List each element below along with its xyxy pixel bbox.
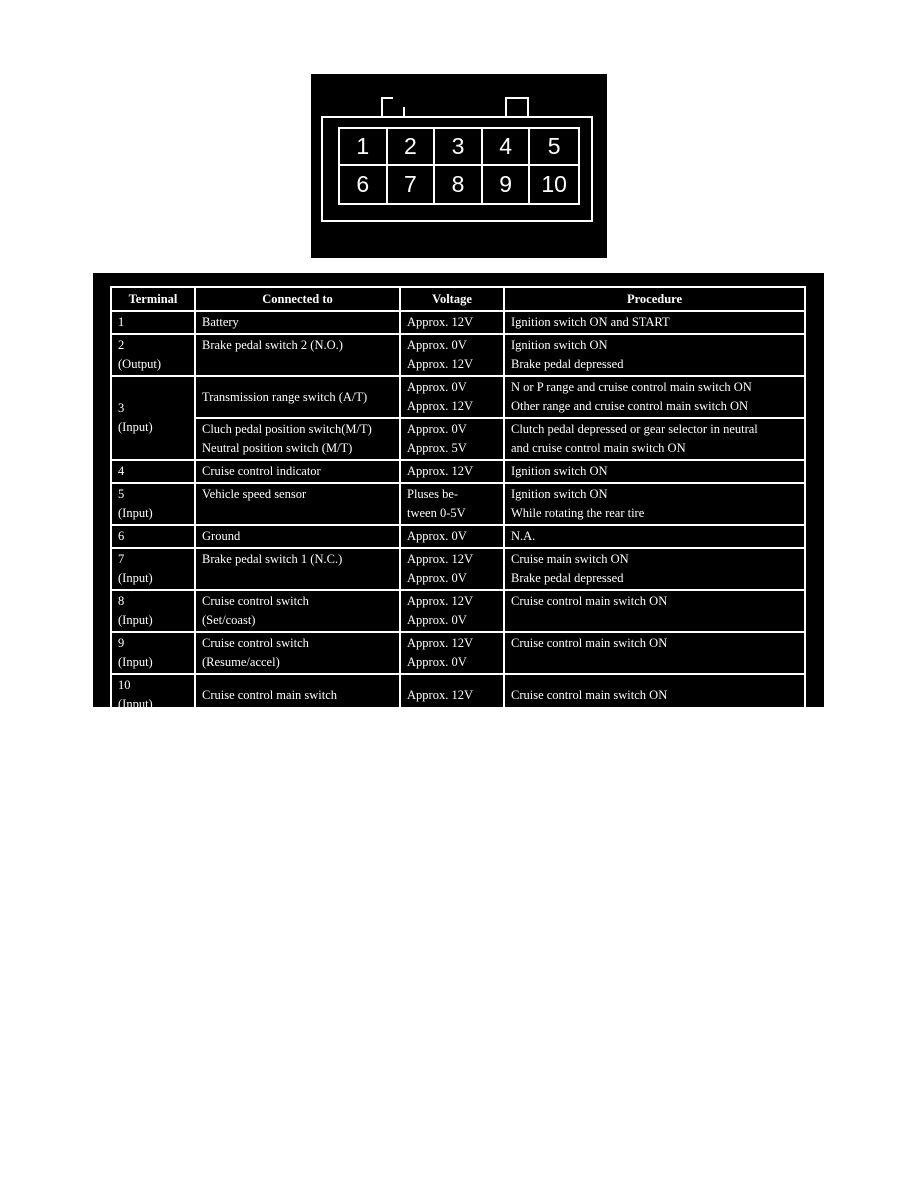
procedure-text: Cruise control main switch ON (511, 687, 668, 702)
voltage-text: Approx. 12V (407, 594, 473, 608)
procedure-text: N.A. (511, 529, 536, 543)
procedure-cell (504, 483, 805, 525)
connected-cell (195, 418, 400, 460)
voltage-text: Approx. 0V (407, 571, 467, 585)
terminal-number: 5 (118, 487, 125, 501)
voltage-text: Approx. 0V (407, 655, 467, 669)
procedure-text: While rotating the rear tire (511, 506, 645, 520)
table-row (111, 483, 805, 525)
terminal-direction: (Input) (118, 697, 153, 711)
procedure-text: Cruise control main switch ON (511, 636, 668, 650)
procedure-cell (504, 376, 805, 418)
pin-2: 2 (388, 129, 436, 166)
connected-cell (195, 525, 400, 548)
procedure-text: Ignition switch ON (511, 464, 608, 478)
procedure-cell (504, 311, 805, 334)
voltage-text: Approx. 12V (407, 687, 473, 702)
terminal-cell (111, 525, 195, 548)
terminal-cell (111, 311, 195, 334)
connected-text: (Resume/accel) (202, 655, 280, 669)
header-voltage: Voltage (400, 287, 504, 311)
table-row (111, 674, 805, 716)
connected-text: Brake pedal switch 1 (N.C.) (202, 552, 343, 566)
connector-housing (321, 116, 593, 222)
terminal-cell (111, 590, 195, 632)
connected-cell (195, 632, 400, 674)
terminal-cell (111, 674, 195, 716)
terminal-number: 8 (118, 594, 125, 608)
pin-6: 6 (340, 166, 388, 203)
voltage-text: Approx. 0V (407, 338, 467, 352)
voltage-text: Approx. 5V (407, 441, 467, 455)
voltage-cell (400, 632, 504, 674)
connected-text: Cruise control indicator (202, 464, 321, 478)
terminal-cell (111, 548, 195, 590)
table-row (111, 418, 805, 460)
terminal-direction: (Input) (118, 420, 153, 434)
procedure-text: and cruise control main switch ON (511, 441, 686, 455)
connected-cell (195, 460, 400, 483)
procedure-cell (504, 590, 805, 632)
connected-text: Transmission range switch (A/T) (202, 389, 368, 404)
connected-text: Cruise control main switch (202, 687, 338, 702)
connected-text: Vehicle speed sensor (202, 487, 307, 501)
voltage-cell (400, 311, 504, 334)
terminal-cell (111, 376, 195, 460)
voltage-cell (400, 525, 504, 548)
voltage-text: Approx. 12V (407, 315, 473, 329)
connected-cell (195, 674, 400, 716)
voltage-text: Pluses be- (407, 487, 459, 501)
connected-text: Battery (202, 315, 239, 329)
procedure-text: Cruise control main switch ON (511, 594, 668, 608)
voltage-cell (400, 418, 504, 460)
connected-cell (195, 334, 400, 376)
terminal-number: 9 (118, 636, 125, 650)
pin-5: 5 (530, 129, 578, 166)
procedure-cell (504, 674, 805, 716)
terminal-number: 4 (118, 464, 125, 478)
connector-diagram (311, 74, 607, 258)
procedure-cell (504, 334, 805, 376)
pin-4: 4 (483, 129, 531, 166)
terminal-number: 3 (118, 401, 125, 415)
connected-cell (195, 311, 400, 334)
terminal-cell (111, 632, 195, 674)
table-row (111, 334, 805, 376)
header-procedure: Procedure (504, 287, 805, 311)
pin-3: 3 (435, 129, 483, 166)
procedure-text: Brake pedal depressed (511, 571, 624, 585)
voltage-cell (400, 548, 504, 590)
voltage-text: Approx. 0V (407, 422, 467, 436)
procedure-cell (504, 418, 805, 460)
voltage-text: Approx. 12V (407, 399, 473, 413)
terminal-direction: (Output) (118, 357, 162, 371)
connector-pin-grid (338, 127, 580, 205)
table-header-row (111, 287, 805, 311)
voltage-text: Approx. 12V (407, 464, 473, 478)
procedure-text: N or P range and cruise control main switch ON (511, 380, 752, 394)
voltage-text: Approx. 0V (407, 380, 467, 394)
connected-text: Cruise control switch (202, 636, 309, 650)
header-connected-to: Connected to (195, 287, 400, 311)
voltage-text: Approx. 12V (407, 636, 473, 650)
voltage-cell (400, 460, 504, 483)
pin-9: 9 (483, 166, 531, 203)
voltage-cell (400, 334, 504, 376)
terminal-direction: (Input) (118, 571, 153, 585)
connected-text: Cruise control switch (202, 594, 309, 608)
voltage-cell (400, 483, 504, 525)
terminal-number: 6 (118, 529, 125, 543)
terminal-table (110, 286, 806, 717)
connected-cell (195, 376, 400, 418)
procedure-text: Other range and cruise control main switch ON (511, 399, 749, 413)
terminal-direction: (Input) (118, 613, 153, 627)
voltage-cell (400, 590, 504, 632)
connected-cell (195, 483, 400, 525)
terminal-direction: (Input) (118, 506, 153, 520)
connected-cell (195, 548, 400, 590)
procedure-cell (504, 525, 805, 548)
pin-8: 8 (435, 166, 483, 203)
connected-text: Neutral position switch (M/T) (202, 441, 353, 455)
voltage-text: Approx. 12V (407, 357, 473, 371)
procedure-text: Brake pedal depressed (511, 357, 624, 371)
voltage-text: Approx. 12V (407, 552, 473, 566)
connector-latch-right (505, 97, 529, 116)
terminal-table-figure (93, 273, 824, 711)
terminal-number: 1 (118, 315, 125, 329)
procedure-text: Ignition switch ON and START (511, 315, 670, 329)
procedure-text: Ignition switch ON (511, 338, 608, 352)
terminal-cell (111, 460, 195, 483)
terminal-number: 2 (118, 338, 125, 352)
header-terminal: Terminal (111, 287, 195, 311)
procedure-cell (504, 548, 805, 590)
terminal-direction: (Input) (118, 655, 153, 669)
procedure-text: Clutch pedal depressed or gear selector in neutral (511, 422, 758, 436)
pin-7: 7 (388, 166, 436, 203)
voltage-cell (400, 674, 504, 716)
table-row (111, 376, 805, 418)
pin-10: 10 (541, 171, 567, 197)
table-row (111, 590, 805, 632)
terminal-cell (111, 483, 195, 525)
connected-cell (195, 590, 400, 632)
voltage-text: Approx. 0V (407, 529, 467, 543)
table-row (111, 632, 805, 674)
procedure-text: Ignition switch ON (511, 487, 608, 501)
voltage-text: tween 0-5V (407, 506, 466, 520)
procedure-cell (504, 632, 805, 674)
table-row (111, 525, 805, 548)
pin-1: 1 (340, 129, 388, 166)
procedure-text: Cruise main switch ON (511, 552, 629, 566)
connected-text: Ground (202, 529, 241, 543)
connected-text: Cluch pedal position switch(M/T) (202, 422, 372, 436)
connected-text: (Set/coast) (202, 613, 256, 627)
voltage-cell (400, 376, 504, 418)
connected-text: Brake pedal switch 2 (N.O.) (202, 338, 343, 352)
connector-latch-left (381, 97, 405, 116)
terminal-cell (111, 334, 195, 376)
voltage-text: Approx. 0V (407, 613, 467, 627)
terminal-number: 7 (118, 552, 125, 566)
table-row (111, 548, 805, 590)
procedure-cell (504, 460, 805, 483)
terminal-number: 10 (118, 678, 131, 692)
table-row (111, 460, 805, 483)
table-row (111, 311, 805, 334)
